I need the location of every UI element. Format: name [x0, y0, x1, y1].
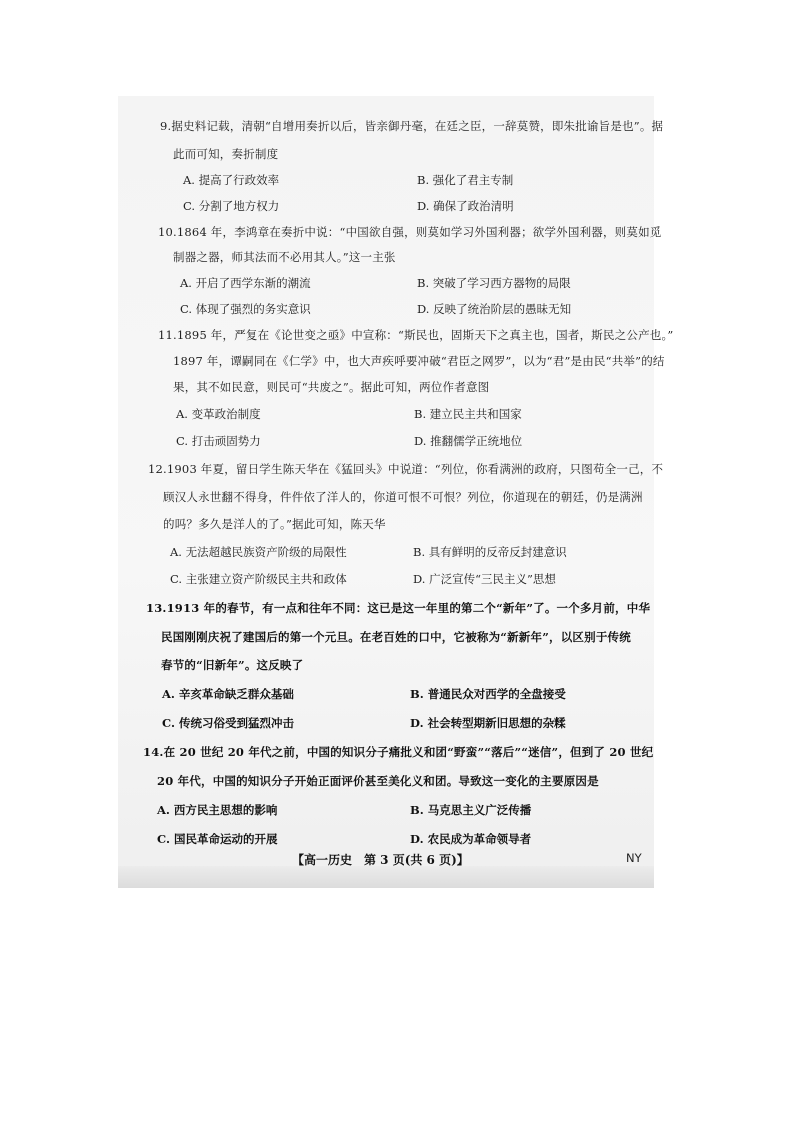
question-14-option-c: C. 国民革命运动的开展 [157, 832, 278, 846]
question-10-stem-line-2: 制器之器，师其法而不必用其人。”这一主张 [173, 250, 396, 264]
question-11-stem-line-1: 11.1895 年，严复在《论世变之亟》中宣称：“斯民也，固斯天下之真主也，国者，斯民之公产也。” [158, 328, 674, 342]
question-11-stem-line-2: 1897 年，谭嗣同在《仁学》中，也大声疾呼要冲破“君臣之网罗”，以为“君”是由民“共举”的结 [173, 354, 665, 368]
question-10-option-a: A. 开启了西学东渐的潮流 [180, 276, 311, 290]
question-14-option-d: D. 农民成为革命领导者 [410, 832, 532, 846]
question-12-option-d: D. 广泛宣传“三民主义”思想 [413, 572, 556, 586]
scan-shadow-strip [118, 866, 654, 888]
question-12-stem-line-3: 的吗？多久是洋人的了。”据此可知，陈天华 [163, 517, 386, 531]
question-13-option-d: D. 社会转型期新旧思想的杂糅 [410, 716, 566, 730]
question-11-option-b: B. 建立民主共和国家 [414, 407, 522, 421]
question-14-stem-line-1: 14.在 20 世纪 20 年代之前，中国的知识分子痛批义和团“野蛮”“落后”“迷信”，但到了 20 世纪 [143, 745, 654, 759]
question-9-stem-line-2: 此而可知，奏折制度 [173, 147, 279, 161]
question-11-option-d: D. 推翻儒学正统地位 [414, 434, 523, 448]
question-10-option-b: B. 突破了学习西方器物的局限 [417, 276, 571, 290]
question-13-option-a: A. 辛亥革命缺乏群众基础 [162, 687, 294, 701]
question-13-stem-line-3: 春节的“旧新年”。这反映了 [161, 658, 304, 672]
question-9-option-c: C. 分割了地方权力 [183, 199, 280, 213]
question-11-option-a: A. 变革政治制度 [176, 407, 261, 421]
question-12-option-a: A. 无法超越民族资产阶级的局限性 [170, 545, 347, 559]
question-12-option-b: B. 具有鲜明的反帝反封建意识 [413, 545, 567, 559]
question-14-option-a: A. 西方民主思想的影响 [157, 803, 278, 817]
page-footer-label: 【高一历史 第 3 页(共 6 页)】 [292, 853, 469, 867]
question-13-stem-line-1: 13.1913 年的春节，有一点和往年不同：这已是这一年里的第二个“新年”了。一个多月前，中华 [146, 601, 651, 615]
question-10-stem-line-1: 10.1864 年，李鸿章在奏折中说：“中国欲自强，则莫如学习外国利器；欲学外国利器，则莫如觅 [158, 225, 662, 239]
question-9-option-a: A. 提高了行政效率 [183, 173, 280, 187]
question-12-stem-line-2: 顾汉人永世翻不得身，件件依了洋人的，你道可恨不可恨？列位，你道现在的朝廷，仍是满洲 [163, 490, 643, 504]
paper-code: NY [626, 851, 642, 865]
question-12-stem-line-1: 12.1903 年夏，留日学生陈天华在《猛回头》中说道：“列位，你看满洲的政府，只图苟全一己，不 [148, 462, 664, 476]
question-13-stem-line-2: 民国刚刚庆祝了建国后的第一个元旦。在老百姓的口中，它被称为“新新年”，以区别于传统 [161, 630, 631, 644]
question-14-option-b: B. 马克思主义广泛传播 [410, 803, 532, 817]
question-11-stem-line-3: 果，其不如民意，则民可“共废之”。据此可知，两位作者意图 [173, 380, 490, 394]
question-14-stem-line-2: 20 年代，中国的知识分子开始正面评价甚至美化义和团。导致这一变化的主要原因是 [157, 774, 599, 788]
question-10-option-c: C. 体现了强烈的务实意识 [180, 302, 311, 316]
question-13-option-b: B. 普通民众对西学的全盘接受 [410, 687, 566, 701]
question-9-stem-line-1: 9.据史料记载，清朝“自增用奏折以后，皆亲御丹毫，在廷之臣，一辞莫赞，即朱批谕旨是也”。据 [160, 119, 664, 133]
question-12-option-c: C. 主张建立资产阶级民主共和政体 [170, 572, 347, 586]
question-9-option-b: B. 强化了君主专制 [417, 173, 514, 187]
question-13-option-c: C. 传统习俗受到猛烈冲击 [162, 716, 294, 730]
question-11-option-c: C. 打击顽固势力 [176, 434, 261, 448]
question-10-option-d: D. 反映了统治阶层的愚昧无知 [417, 302, 572, 316]
question-9-option-d: D. 确保了政治清明 [417, 199, 514, 213]
